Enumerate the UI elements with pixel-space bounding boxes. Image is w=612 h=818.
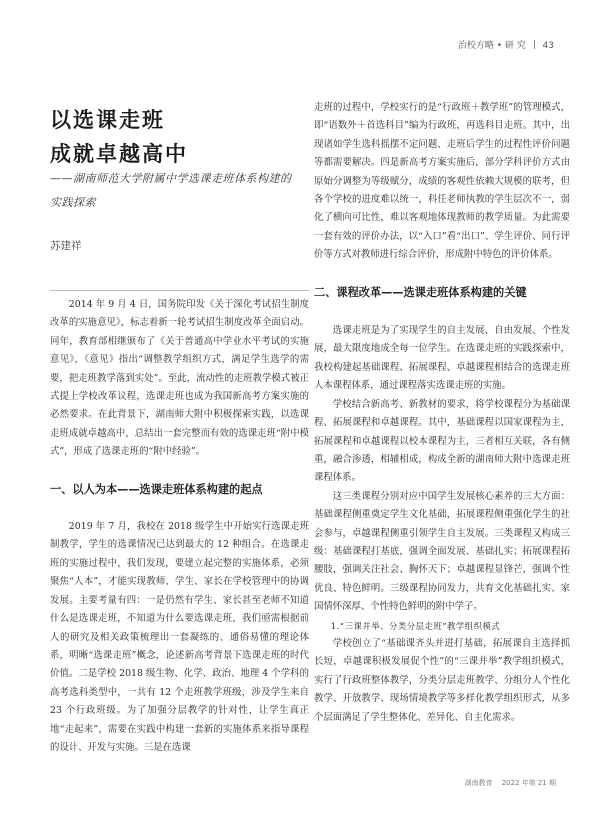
section-2-heading: 二、课程改革——选课走班体系构建的关键 — [314, 285, 527, 299]
header-divider — [534, 40, 535, 49]
continued-paragraph: 走班的过程中，学校实行的是“行政班＋教学班”的管理模式，即“语数外＋首选科目”编为行政班，再选科目走班。其中，出现诸如学生选科摇摆不定问题、走班后学生的过程性评价问题等都需要解决。四是新高考方案实施后，部分学科评价方式由原始分调整为等级赋分，成绩的客观性依赖大规模的联考，但各个学校的进度难以统一，科任老师执教的学生层次不一，弱化了横向可比性，难以客观地体现教师的教学质量。为此需要一套有效的评价办法，以“入口”看“出口”、学生评价、同行评价等方式对教师进行综合评价，形成附中特色的评价体系。 — [314, 102, 570, 261]
running-header — [458, 38, 554, 51]
article-title-line-1: 以选课走班 — [50, 108, 165, 132]
header-section: 治校方略 • 研 究 — [457, 41, 526, 51]
intro-paragraph: 2014 年 9 月 4 日，国务院印发《关于深化考试招生制度改革的实施意见》，标志着新一轮考试招生制度改革全面启动。同年，教育部相继颁布了《关于普通高中学业水平考试的实施意见》，《意见》指出“调整教学组织方式，满足学生选学的需要，把走班教学落到实处”。至此，流动性的走班教学模式被正式提上学校改革议程，选课走班也成为我国新高考方案实施的必然要求。在此背景下，湖南师大附中积极探索实践，以选课走班成就卓越高中，总结出一套完整而有效的选课走班“附中模式”，形成了选课走班的“附中经验”。 — [50, 299, 309, 458]
right-column — [314, 99, 570, 727]
article-title-line-2: 成就卓越高中 — [50, 142, 188, 166]
title-divider — [50, 290, 309, 291]
author-name: 苏建祥 — [50, 240, 82, 252]
subsection-1-paragraph: 学校创立了“基础课齐头并进打基础，拓展课自主选择抓长短，卓越课积极发展促个性”的“三课并举”教学组织模式，实行了行政班整体教学，分类分层走班教学、分组分人个性化教学、开放教学、现场情境教学等多样化教学组织形式，从多个层面满足了学生整体化、差异化、自主化需求。 — [314, 637, 570, 723]
page-footer — [465, 778, 556, 788]
section-2-paragraph-2: 学校结合新高考、新教材的要求，将学校课程分为基础课程、拓展课程和卓越课程。其中，基础课程以国家课程为主，拓展课程和卓越课程以校本课程为主，三者相互关联，各有侧重，融合渗透，相辅相成，构成全新的湖南师大附中选课走班课程体系。 — [314, 398, 570, 484]
journal-issue: 2022 年第 21 期 — [501, 779, 556, 787]
section-2-paragraph-3: 这三类课程分别对应中国学生发展核心素养的三大方面：基础课程侧重奠定学生文化基础，拓展课程侧重强化学生的社会参与，卓越课程侧重引领学生自主发展。三类课程又构成三级：基础课程打基底，强调全面发展、基础扎实；拓展课程拓腰肢，强调关注社会、胸怀天下；卓越课程显锋芒，强调个性优良、特色鲜明。三级课程协同发力，共育文化基础扎实、家国情怀深厚、个性特色鲜明的附中学子。 — [314, 490, 570, 613]
page-number: 43 — [542, 41, 554, 51]
section-2-paragraph-1: 选课走班是为了实现学生的自主发展、自由发展、个性发展，最大限度地成全每一位学生。在选课走班的实践探索中，我校构建起基础课程、拓展课程、卓越课程相结合的选课走班人本课程体系，通过课程落实选课走班的实施。 — [314, 325, 570, 392]
section-1-heading: 一、以人为本——选课走班体系构建的起点 — [50, 482, 263, 496]
article-subtitle: ——湖南师范大学附属中学选课走班体系构建的实践探索 — [50, 172, 292, 209]
left-column — [50, 296, 309, 757]
journal-name: 湖南教育 — [464, 779, 493, 787]
section-1-paragraph: 2019 年 7 月，我校在 2018 级学生中开始实行选课走班制教学，学生的选课情况已达到最大的 12 种组合。在选课走班的实施过程中，我们发现，要建立起完整的实施体系，必须聚焦“人本”，才能实现教师、学生、家长在学校管理中的协调发展。主要考量有四：一是仍然有学生、家长甚至老师不知道什么是选课走班，不知道为什么要选课走班，我们亟需根据前人的研究及相关政策梳理出一套凝练的、通俗易懂的理论体系，明晰“选课走班”概念，论述新高考背景下选课走班的时代价值。二是学校 2018 级生物、化学、政治、地理 4 个学科的高考选科类型中，一共有 12 个走班教学班级，涉及学生来自 23 个行政班级。为了加强分层教学的针对性，让学生真正地“走起来”，需要在实践中构建一套新的实施体系来指导课程的设计、开发与实施。三是在选课 — [50, 521, 309, 753]
subsection-1-heading: 1.“三课并举、分类分层走班”教学组织模式 — [330, 620, 501, 631]
